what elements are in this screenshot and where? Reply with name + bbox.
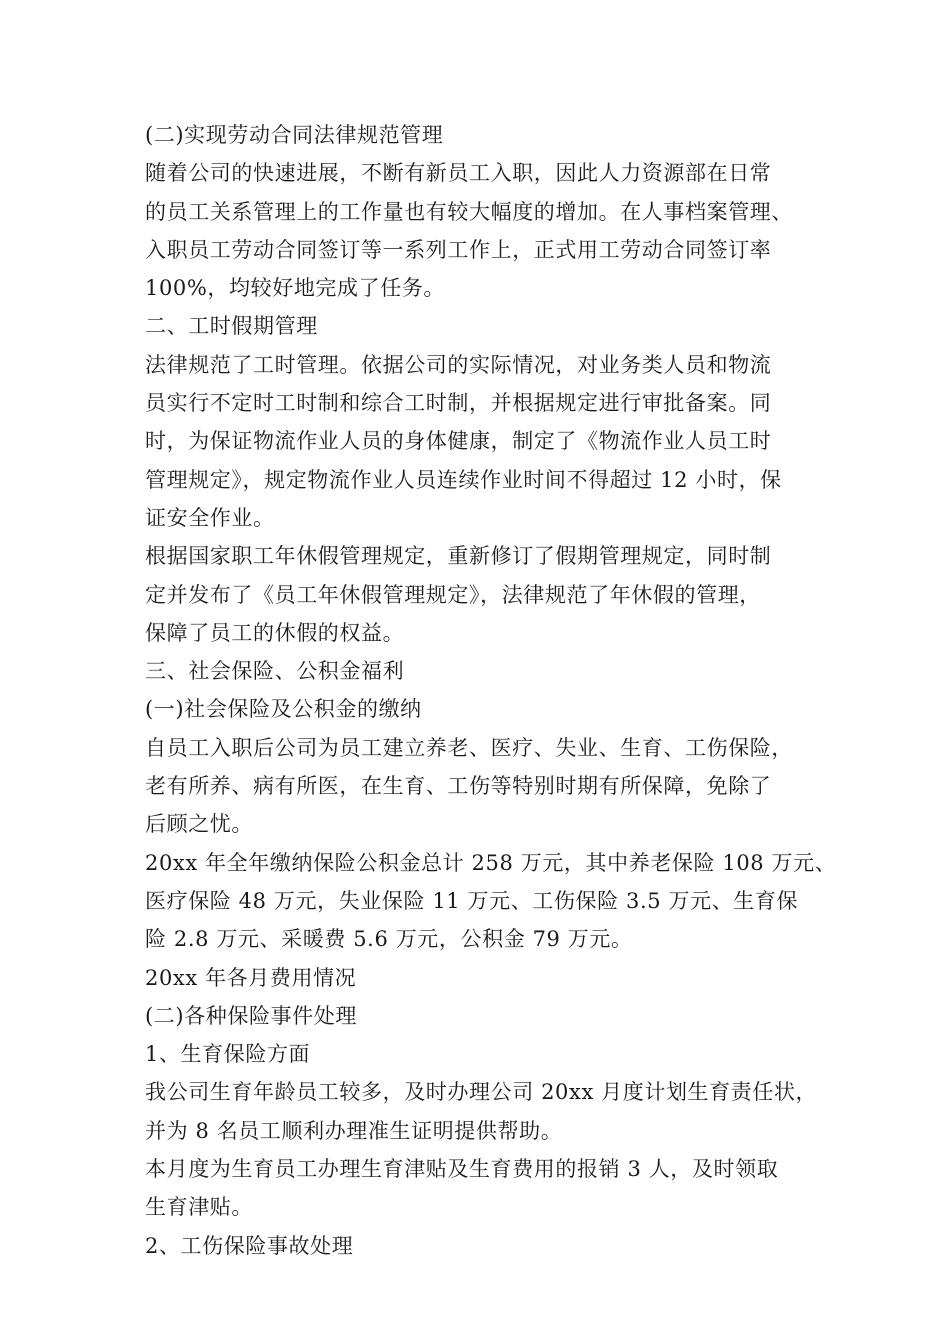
paragraph-line: 20xx 年各月费用情况 (145, 965, 357, 990)
paragraph-line: 保障了员工的休假的权益。 (145, 620, 405, 645)
paragraph-line: 时，为保证物流作业人员的身体健康，制定了《物流作业人员工时 (145, 429, 772, 454)
paragraph-line: 医疗保险 48 万元，失业保险 11 万元、工伤保险 3.5 万元、生育保 (145, 888, 799, 913)
paragraph-line: 生育津贴。 (145, 1195, 253, 1220)
section-heading: (一)社会保险及公积金的缴纳 (145, 697, 422, 722)
paragraph-line: 入职员工劳动合同签订等一系列工作上，正式用工劳动合同签订率 (145, 237, 772, 262)
paragraph-line: 法律规范了工时管理。依据公司的实际情况，对业务类人员和物流 (145, 352, 772, 377)
paragraph-line: 后顾之忧。 (145, 812, 253, 837)
paragraph-line: 自员工入职后公司为员工建立养老、医疗、失业、生育、工伤保险， (145, 735, 793, 760)
paragraph-line: 随着公司的快速进展，不断有新员工入职，因此人力资源部在日常 (145, 161, 772, 186)
paragraph-line: 并为 8 名员工顺利办理准生证明提供帮助。 (145, 1118, 563, 1143)
section-heading: 三、社会保险、公积金福利 (145, 659, 405, 684)
paragraph-line: 证安全作业。 (145, 505, 275, 530)
paragraph-line: 我公司生育年龄员工较多，及时办理公司 20xx 月度计划生育责任状， (145, 1080, 818, 1105)
paragraph-line: 险 2.8 万元、采暖费 5.6 万元，公积金 79 万元。 (145, 927, 633, 952)
section-heading: 2、工伤保险事故处理 (145, 1233, 354, 1258)
paragraph-line: 管理规定》，规定物流作业人员连续作业时间不得超过 12 小时，保 (145, 467, 782, 492)
paragraph-line: 员实行不定时工时制和综合工时制，并根据规定进行审批备案。同 (145, 391, 772, 416)
section-heading: (二)各种保险事件处理 (145, 1003, 357, 1028)
section-heading: 二、工时假期管理 (145, 314, 318, 339)
paragraph-line: 的员工关系管理上的工作量也有较大幅度的增加。在人事档案管理、 (145, 199, 793, 224)
paragraph-line: 老有所养、病有所医，在生育、工伤等特别时期有所保障，免除了 (145, 774, 772, 799)
document-body (145, 116, 835, 1265)
paragraph-line: 100%，均较好地完成了任务。 (145, 276, 446, 301)
section-heading: 1、生育保险方面 (145, 1042, 311, 1067)
paragraph-line: 本月度为生育员工办理生育津贴及生育费用的报销 3 人，及时领取 (145, 1157, 779, 1182)
paragraph-line: 20xx 年全年缴纳保险公积金总计 258 万元，其中养老保险 108 万元、 (145, 850, 837, 875)
paragraph-line: 根据国家职工年休假管理规定，重新修订了假期管理规定，同时制 (145, 544, 772, 569)
paragraph-line: 定并发布了《员工年休假管理规定》，法律规范了年休假的管理， (145, 582, 761, 607)
section-heading: (二)实现劳动合同法律规范管理 (145, 123, 444, 147)
